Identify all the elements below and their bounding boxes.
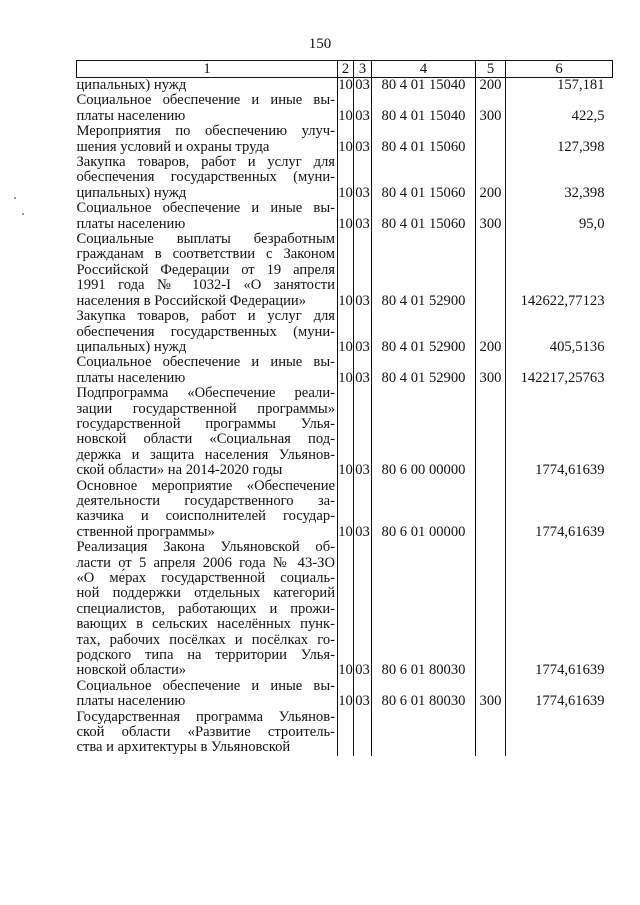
- row-expense-type-cell: [476, 124, 506, 155]
- row-expense-type-cell: 200: [476, 309, 506, 355]
- row-name-cell: [77, 540, 338, 679]
- row-name-line: Социальное обеспечение и иные вы-: [76, 92, 335, 109]
- row-name-line: Социальное обеспечение и иные вы-: [76, 354, 335, 371]
- row-section-cell: 10: [338, 155, 354, 201]
- row-section-cell: 10: [338, 232, 354, 309]
- row-name-cell: [77, 309, 338, 355]
- table-row: [77, 93, 613, 124]
- row-subsection-cell: 03: [354, 124, 372, 155]
- row-name-line: зации государственной программы»: [76, 400, 335, 417]
- row-name-line: казчика и соисполнителей государ-: [76, 508, 335, 525]
- row-amount-cell: 405,5136: [549, 338, 605, 355]
- row-name-line: Российской Федерации от 19 апреля: [76, 261, 335, 278]
- row-subsection-cell: 03: [354, 309, 372, 355]
- header-cell-amount: 6: [506, 61, 613, 78]
- table-row: [77, 124, 613, 155]
- row-subsection-cell: 03: [354, 232, 372, 309]
- row-amount-cell: 157,181: [557, 77, 605, 93]
- row-name-cell: [77, 710, 338, 756]
- header-cell-subsection: 3: [354, 61, 372, 78]
- row-name-cell: [77, 355, 338, 386]
- budget-table: [76, 60, 613, 756]
- row-name-line: Закупка товаров, работ и услуг для: [76, 154, 335, 171]
- row-amount-cell: 95,0: [578, 215, 605, 232]
- row-expense-type-cell: [476, 232, 506, 309]
- row-name-line: ципальных) нужд: [76, 77, 187, 93]
- row-target-article-cell: 80 4 01 52900: [372, 355, 476, 386]
- row-name-cell: [77, 155, 338, 201]
- row-subsection-cell: 03: [354, 155, 372, 201]
- row-amount-cell: [506, 710, 613, 756]
- row-amount-cell: 142622,77123: [520, 292, 605, 309]
- row-name-line: держка и защита населения Ульянов-: [76, 446, 335, 463]
- table-header-row: [77, 61, 613, 78]
- row-name-cell: [77, 201, 338, 232]
- row-expense-type-cell: 300: [476, 93, 506, 124]
- margin-mark: [22, 213, 24, 215]
- header-cell-name: 1: [77, 61, 338, 78]
- table-row: [77, 355, 613, 386]
- row-section-cell: 10: [338, 386, 354, 478]
- row-expense-type-cell: 300: [476, 201, 506, 232]
- row-target-article-cell: 80 6 01 00000: [372, 479, 476, 541]
- row-amount-cell: 1774,61639: [535, 462, 605, 479]
- row-name-line: «О ме́рах государственной социаль-: [76, 570, 335, 586]
- row-name-line: Мероприятия по обеспечению улуч-: [76, 123, 335, 140]
- row-name-line: родского типа на территории Улья-: [76, 647, 335, 664]
- row-name-line: Государственная программа Ульянов-: [76, 708, 335, 725]
- table-row: [77, 386, 613, 478]
- row-expense-type-cell: 200: [476, 78, 506, 94]
- table-body: [77, 78, 613, 756]
- row-expense-type-cell: 300: [476, 679, 506, 710]
- row-section-cell: 10: [338, 540, 354, 679]
- row-name-line: платы населению: [76, 693, 186, 710]
- row-target-article-cell: 80 4 01 15060: [372, 124, 476, 155]
- row-name-cell: [77, 479, 338, 541]
- row-name-line: обеспечения государственных (муни-: [76, 323, 335, 340]
- row-subsection-cell: [354, 710, 372, 756]
- row-amount-cell: 1774,61639: [535, 662, 605, 679]
- row-subsection-cell: 03: [354, 540, 372, 679]
- margin-mark: [14, 197, 16, 199]
- row-expense-type-cell: [476, 540, 506, 679]
- row-name-line: ципальных) нужд: [76, 338, 187, 355]
- row-name-line: 1991 года № 1032-I «О занятости: [76, 277, 335, 294]
- row-name-cell: [77, 93, 338, 124]
- row-amount-cell: 1774,61639: [535, 693, 605, 710]
- row-name-line: Реализация Закона Ульяновской об-: [76, 539, 335, 556]
- row-name-line: Основное мероприятие «Обеспечение: [76, 477, 335, 494]
- row-expense-type-cell: [476, 479, 506, 541]
- row-amount-cell: 32,398: [564, 184, 605, 201]
- row-section-cell: 10: [338, 201, 354, 232]
- table-row: [77, 201, 613, 232]
- row-section-cell: 10: [338, 479, 354, 541]
- row-amount-cell: 142217,25763: [520, 369, 605, 386]
- table-row: [77, 309, 613, 355]
- row-name-line: ственной программы»: [76, 523, 215, 540]
- row-subsection-cell: 03: [354, 93, 372, 124]
- row-name-line: Закупка товаров, работ и услуг для: [76, 308, 335, 325]
- row-target-article-cell: 80 6 01 80030: [372, 540, 476, 679]
- table-row: [77, 479, 613, 541]
- row-section-cell: [338, 710, 354, 756]
- row-section-cell: 10: [338, 679, 354, 710]
- table-row: [77, 540, 613, 679]
- row-subsection-cell: 03: [355, 77, 370, 93]
- row-name-cell: [77, 78, 338, 94]
- row-name-line: ной поддержки отдельных категорий: [76, 585, 335, 602]
- row-amount-cell: 422,5: [571, 107, 605, 124]
- row-name-line: специалистов, работающих и прожи-: [76, 600, 335, 617]
- row-target-article-cell: 80 6 00 00000: [372, 386, 476, 478]
- row-section-cell: 10: [338, 124, 354, 155]
- row-name-line: шения условий и охраны труда: [76, 138, 270, 155]
- header-cell-target-article: 4: [372, 61, 476, 78]
- row-expense-type-cell: [476, 710, 506, 756]
- table-row: [77, 78, 613, 94]
- row-name-cell: [77, 124, 338, 155]
- row-target-article-cell: 80 4 01 52900: [372, 309, 476, 355]
- table-row: [77, 232, 613, 309]
- row-target-article-cell: [372, 710, 476, 756]
- row-subsection-cell: 03: [354, 355, 372, 386]
- row-name-line: новской области»: [76, 662, 187, 679]
- row-name-line: Подпрограмма «Обеспечение реали-: [76, 385, 335, 402]
- row-expense-type-cell: 200: [476, 155, 506, 201]
- row-name-cell: [77, 386, 338, 478]
- row-subsection-cell: 03: [354, 386, 372, 478]
- row-target-article-cell: 80 6 01 80030: [372, 679, 476, 710]
- row-section-cell: 10: [338, 355, 354, 386]
- row-section-cell: 10: [338, 93, 354, 124]
- row-name-line: ства и архитектуры в Ульяновской: [76, 739, 291, 756]
- row-name-line: деятельности государственного за-: [76, 492, 335, 509]
- row-name-line: обеспечения государственных (муни-: [76, 169, 335, 186]
- row-name-cell: [77, 679, 338, 710]
- row-name-line: населения в Российской Федерации»: [76, 292, 306, 309]
- header-cell-expense-type: 5: [476, 61, 506, 78]
- row-name-line: платы населению: [76, 215, 186, 232]
- row-name-line: вающих в сельских населённых пунк-: [76, 616, 335, 633]
- header-cell-section: 2: [338, 61, 354, 78]
- row-section-cell: 10: [338, 309, 354, 355]
- row-name-line: новской области «Социальная под-: [76, 431, 335, 448]
- table-row: [77, 710, 613, 756]
- row-target-article-cell: 80 4 01 15060: [372, 201, 476, 232]
- row-subsection-cell: 03: [354, 679, 372, 710]
- row-name-line: платы населению: [76, 369, 186, 386]
- row-target-article-cell: 80 4 01 15060: [372, 155, 476, 201]
- row-name-line: ласти от 5 апреля 2006 года № 43-ЗО: [76, 554, 335, 571]
- row-name-line: государственной программы Улья-: [76, 415, 335, 432]
- row-section-cell: 10: [338, 77, 353, 93]
- row-expense-type-cell: 300: [476, 355, 506, 386]
- row-amount-cell: 127,398: [557, 138, 605, 155]
- page-number: 150: [308, 36, 332, 52]
- table-row: [77, 155, 613, 201]
- row-name-line: Социальные выплаты безработным: [76, 231, 335, 248]
- row-amount-cell: 1774,61639: [535, 523, 605, 540]
- row-name-cell: [77, 232, 338, 309]
- row-name-line: ципальных) нужд: [76, 184, 187, 201]
- row-target-article-cell: 80 4 01 15040: [372, 78, 476, 94]
- row-name-line: Социальное обеспечение и иные вы-: [76, 677, 335, 694]
- row-subsection-cell: 03: [354, 201, 372, 232]
- row-expense-type-cell: [476, 386, 506, 478]
- row-target-article-cell: 80 4 01 52900: [372, 232, 476, 309]
- row-name-line: тах, рабочих посёлках и посёлках го-: [76, 631, 335, 648]
- table-row: [77, 679, 613, 710]
- row-target-article-cell: 80 4 01 15040: [372, 93, 476, 124]
- row-name-line: платы населению: [76, 107, 186, 124]
- row-name-line: Социальное обеспечение и иные вы-: [76, 200, 335, 217]
- row-name-line: гражданам в соответствии с Законом: [76, 246, 335, 263]
- budget-table-container: [76, 60, 612, 756]
- row-name-line: ской области «Развитие строитель-: [76, 724, 335, 741]
- row-name-line: ской области» на 2014-2020 годы: [76, 462, 283, 479]
- row-subsection-cell: 03: [354, 479, 372, 541]
